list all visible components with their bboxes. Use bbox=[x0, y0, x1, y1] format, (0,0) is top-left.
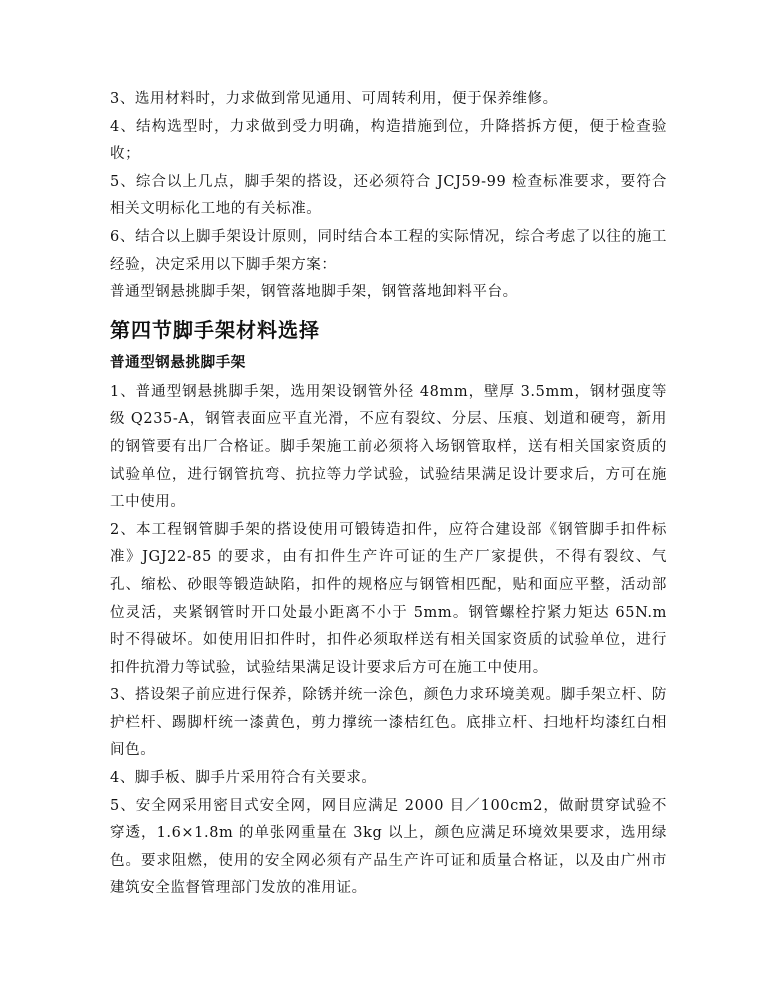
material-item-3: 3、搭设架子前应进行保养，除锈并统一涂色，颜色力求环境美观。脚手架立杆、防护栏杆、踢脚杆统一漆黄色，剪力撑统一漆桔红色。底排立杆、扫地杆均漆红白相间色。 bbox=[110, 687, 667, 759]
intro-item-3: 3、选用材料时，力求做到常见通用、可周转利用，便于保养维修。 bbox=[110, 91, 558, 107]
material-item-5: 5、安全网采用密目式安全网，网目应满足 2000 目／100cm2，做耐贯穿试验不穿透，1.6×1.8m 的单张网重量在 3kg 以上，颜色应满足环境效果要求，选用绿色。要求阻燃，使用的安全网必须有产品生产许可证和质量合格证，以及由广州市建筑安全监督管理部门发放的准用证。 bbox=[110, 797, 667, 897]
section-subtitle: 普通型钢悬挑脚手架 bbox=[110, 354, 246, 371]
intro-item-4: 4、结构选型时，力求做到受力明确，构造措施到位，升降搭拆方便，便于检查验收； bbox=[110, 118, 667, 163]
material-item-2: 2、本工程钢管脚手架的搭设使用可锻铸造扣件，应符合建设部《钢管脚手扣件标准》JGJ22-85 的要求，由有扣件生产许可证的生产厂家提供，不得有裂纹、气孔、缩松、砂眼等锻造缺陷，扣件的规格应与钢管相匹配，贴和面应平整，活动部位灵活，夹紧钢管时开口处最小距离不小于 5mm。钢管螺栓拧紧力矩达 65N.m 时不得破坏。如使用旧扣件时，扣件必须取样送有相关国家资质的试验单位，进行扣件抗滑力等试验，试验结果满足设计要求后方可在施工中使用。 bbox=[110, 521, 667, 676]
section-title: 第四节脚手架材料选择 bbox=[110, 317, 320, 342]
material-item-4: 4、脚手板、脚手片采用符合有关要求。 bbox=[110, 770, 377, 787]
intro-item-5: 5、综合以上几点，脚手架的搭设，还必须符合 JCJ59-99 检查标准要求，要符合相关文明标化工地的有关标准。 bbox=[110, 173, 667, 218]
material-item-1: 1、普通型钢悬挑脚手架，选用架设钢管外径 48mm，壁厚 3.5mm，钢材强度等级 Q235-A，钢管表面应平直光滑，不应有裂纹、分层、压痕、划道和硬弯，新用的钢管要有出厂合格证。脚手架施工前必须将入场钢管取样，送有相关国家资质的试验单位，进行钢管抗弯、抗拉等力学试验，试验结果满足设计要求后，方可在施工中使用。 bbox=[110, 383, 667, 511]
scaffold-scheme-list: 普通型钢悬挑脚手架，钢管落地脚手架，钢管落地卸料平台。 bbox=[110, 284, 518, 301]
intro-item-6: 6、结合以上脚手架设计原则，同时结合本工程的实际情况，综合考虑了以往的施工经验，决定采用以下脚手架方案： bbox=[110, 228, 667, 273]
